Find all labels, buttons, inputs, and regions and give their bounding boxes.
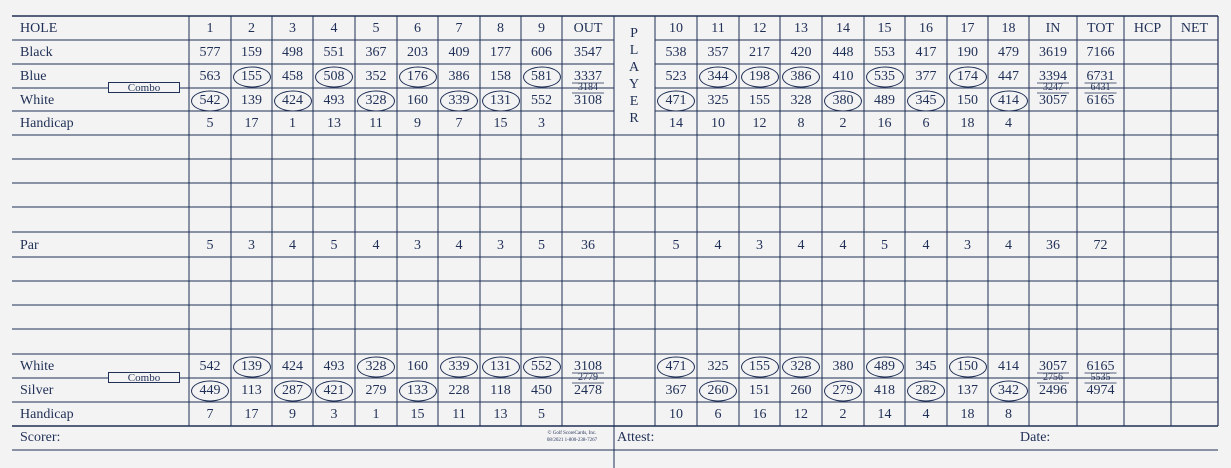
hole-value: 538: [665, 45, 687, 60]
par-value: 4: [922, 237, 930, 253]
hole-value: 606: [531, 45, 552, 60]
hole-value: 15: [493, 116, 508, 131]
combo-total: 3247: [1043, 82, 1063, 93]
par-value: 3: [964, 237, 971, 253]
combo-total: 2756: [1043, 372, 1063, 383]
tot-header: TOT: [1087, 21, 1114, 36]
hole-value: 325: [707, 359, 729, 374]
hole-value: 409: [448, 45, 470, 60]
hole-value: 377: [915, 69, 937, 84]
par-value: 4: [289, 237, 296, 253]
hole-value: 131: [490, 92, 511, 108]
hole-value: 328: [365, 359, 387, 374]
hole-value: 523: [665, 69, 687, 84]
hole-value: 2: [839, 407, 847, 422]
hole-value: 17: [244, 407, 259, 422]
hole-value: 577: [199, 45, 221, 60]
hole-value: 552: [531, 92, 552, 108]
par-value: 4: [839, 237, 847, 253]
combo-total: 2779: [578, 372, 598, 383]
hole-value: 203: [407, 45, 428, 60]
par-value: 5: [672, 237, 680, 253]
copyright-line: © Golf ScoreCards, Inc.: [547, 431, 597, 436]
tot-total: 6165: [1086, 92, 1115, 108]
player-letter: Y: [628, 77, 640, 92]
hole-value: 421: [323, 383, 345, 398]
hole-value: 4: [1005, 116, 1012, 131]
player-letter: A: [628, 60, 640, 75]
hole-value: 151: [749, 383, 770, 398]
hole-value: 7: [455, 116, 463, 131]
hole-value: 339: [448, 92, 470, 108]
par-value: 5: [538, 237, 545, 253]
hole-number: 13: [794, 21, 808, 36]
player-letter: L: [629, 43, 639, 58]
hole-value: 282: [915, 383, 937, 398]
hole-value: 345: [915, 92, 937, 108]
tot-total: 7166: [1086, 45, 1115, 60]
hole-value: 7: [206, 407, 214, 422]
hole-value: 5: [538, 407, 545, 422]
hole-value: 18: [960, 407, 975, 422]
hole-value: 357: [707, 45, 729, 60]
par-value: 3: [756, 237, 763, 253]
hole-value: 328: [790, 92, 812, 108]
hole-value: 380: [832, 359, 854, 374]
hole-value: 279: [832, 383, 854, 398]
hole-value: 159: [241, 45, 262, 60]
hole-value: 4: [922, 407, 930, 422]
hole-value: 14: [877, 407, 892, 422]
out-header: OUT: [573, 21, 603, 36]
hole-value: 155: [749, 359, 770, 374]
hole-value: 489: [874, 359, 895, 374]
hole-value: 471: [665, 92, 687, 108]
par-value: 4: [455, 237, 463, 253]
hole-value: 328: [365, 92, 387, 108]
hole-value: 9: [414, 116, 421, 131]
hole-value: 367: [365, 45, 387, 60]
row-label: Handicap: [20, 407, 74, 422]
hole-value: 279: [365, 383, 387, 398]
hole-value: 542: [199, 359, 221, 374]
hole-value: 139: [241, 92, 262, 108]
hole-value: 158: [490, 69, 511, 84]
hole-number: 9: [538, 21, 545, 36]
par-value: 4: [372, 237, 380, 253]
hole-value: 16: [877, 116, 892, 131]
in-total: 3394: [1039, 69, 1067, 84]
hole-value: 13: [493, 407, 508, 422]
hole-value: 418: [874, 383, 895, 398]
hole-number: 18: [1001, 21, 1016, 36]
date-label: Date:: [1020, 430, 1051, 445]
par-value: 4: [1005, 237, 1012, 253]
hole-value: 328: [790, 359, 812, 374]
out-total: 2478: [574, 383, 602, 398]
hole-value: 137: [957, 383, 978, 398]
hole-value: 190: [957, 45, 978, 60]
row-label: White: [20, 92, 55, 108]
hole-value: 260: [707, 383, 729, 398]
hole-number: 5: [372, 21, 380, 36]
hole-number: 6: [414, 21, 421, 36]
hole-value: 3: [330, 407, 338, 422]
hole-value: 424: [282, 92, 303, 108]
hole-number: 7: [455, 21, 463, 36]
par-tot: 72: [1093, 237, 1108, 253]
hole-number: 8: [497, 21, 504, 36]
hole-value: 352: [365, 69, 387, 84]
hole-value: 535: [874, 69, 895, 84]
hole-value: 479: [998, 45, 1019, 60]
hole-value: 14: [669, 116, 683, 131]
row-label: Handicap: [20, 116, 74, 131]
row-label: Par: [20, 237, 39, 253]
hole-value: 448: [832, 45, 854, 60]
hole-value: 18: [960, 116, 975, 131]
hole-value: 176: [407, 69, 428, 84]
hole-value: 16: [752, 407, 767, 422]
hole-value: 2: [839, 116, 847, 131]
par-value: 5: [881, 237, 888, 253]
hole-number: 17: [960, 21, 975, 36]
hole-number: 2: [248, 21, 255, 36]
hole-value: 420: [790, 45, 812, 60]
hole-value: 493: [323, 92, 345, 108]
hole-value: 1: [289, 116, 296, 131]
in-total: 3057: [1039, 359, 1067, 374]
hole-value: 260: [790, 383, 812, 398]
hole-value: 508: [323, 69, 345, 84]
out-total: 3108: [574, 359, 602, 374]
hole-value: 471: [665, 359, 687, 374]
hole-value: 11: [369, 116, 383, 131]
in-header: IN: [1045, 21, 1061, 36]
combo-total: 5535: [1090, 372, 1111, 383]
hole-value: 150: [957, 92, 978, 108]
player-letter: R: [629, 111, 639, 126]
par-in: 36: [1046, 237, 1060, 253]
hole-value: 367: [665, 383, 687, 398]
hole-value: 131: [490, 359, 511, 374]
hole-value: 386: [448, 69, 470, 84]
hole-value: 339: [448, 359, 470, 374]
hole-value: 553: [874, 45, 895, 60]
hole-value: 174: [957, 69, 978, 84]
hole-value: 17: [244, 116, 259, 131]
hole-value: 581: [531, 69, 552, 84]
hole-value: 1: [372, 407, 380, 422]
par-value: 3: [414, 237, 421, 253]
hole-number: 16: [919, 21, 933, 36]
hole-value: 139: [241, 359, 262, 374]
scorer-label: Scorer:: [20, 430, 61, 445]
hole-value: 552: [531, 359, 552, 374]
hole-value: 498: [282, 45, 303, 60]
hole-number: 15: [877, 21, 892, 36]
hole-value: 345: [915, 359, 937, 374]
hole-value: 9: [289, 407, 296, 422]
hole-value: 155: [749, 92, 770, 108]
hole-value: 160: [407, 92, 428, 108]
hole-value: 113: [241, 383, 262, 398]
hole-header: HOLE: [20, 21, 58, 36]
par-value: 3: [248, 237, 255, 253]
par-value: 5: [206, 237, 214, 253]
hole-value: 155: [241, 69, 262, 84]
hole-value: 5: [206, 116, 214, 131]
out-total: 3547: [574, 45, 602, 60]
par-value: 4: [797, 237, 805, 253]
par-value: 3: [497, 237, 504, 253]
hole-value: 447: [998, 69, 1019, 84]
in-total: 3057: [1039, 92, 1067, 108]
hole-value: 8: [1005, 407, 1012, 422]
hole-value: 160: [407, 359, 428, 374]
hole-value: 489: [874, 92, 895, 108]
row-label: White: [20, 359, 55, 374]
hcp-header: HCP: [1133, 21, 1162, 36]
in-total: 2496: [1039, 383, 1067, 398]
player-letter: E: [629, 94, 639, 109]
hole-value: 12: [752, 116, 767, 131]
hole-value: 11: [452, 407, 466, 422]
hole-value: 458: [282, 69, 303, 84]
attest-label: Attest:: [617, 430, 655, 445]
hole-number: 11: [711, 21, 725, 36]
hole-value: 563: [199, 69, 221, 84]
hole-value: 150: [957, 359, 978, 374]
combo-tag: Combo: [108, 372, 180, 383]
par-out: 36: [581, 237, 595, 253]
hole-value: 217: [749, 45, 770, 60]
hole-value: 15: [410, 407, 425, 422]
hole-value: 8: [797, 116, 805, 131]
hole-value: 342: [998, 383, 1019, 398]
hole-number: 12: [752, 21, 767, 36]
row-label: Silver: [20, 383, 54, 398]
row-label: Black: [20, 45, 53, 60]
hole-value: 6: [714, 407, 722, 422]
player-letter: P: [630, 26, 638, 41]
hole-value: 177: [490, 45, 511, 60]
hole-number: 1: [206, 21, 214, 36]
tot-total: 4974: [1086, 383, 1115, 398]
hole-number: 4: [330, 21, 338, 36]
hole-value: 414: [998, 359, 1019, 374]
hole-value: 410: [832, 69, 854, 84]
out-total: 3337: [574, 69, 602, 84]
tot-total: 6165: [1086, 359, 1115, 374]
hole-value: 493: [323, 359, 345, 374]
hole-value: 344: [707, 69, 729, 84]
hole-value: 10: [669, 407, 683, 422]
hole-value: 450: [531, 383, 552, 398]
tot-total: 6731: [1086, 69, 1115, 84]
net-header: NET: [1180, 21, 1209, 36]
hole-value: 133: [407, 383, 428, 398]
hole-value: 386: [790, 69, 812, 84]
hole-value: 198: [749, 69, 770, 84]
hole-value: 551: [323, 45, 345, 60]
hole-value: 287: [282, 383, 303, 398]
hole-value: 13: [327, 116, 341, 131]
hole-value: 380: [832, 92, 854, 108]
hole-value: 228: [448, 383, 470, 398]
out-total: 3108: [574, 92, 602, 108]
hole-number: 3: [289, 21, 296, 36]
hole-value: 10: [711, 116, 725, 131]
hole-value: 3: [538, 116, 545, 131]
combo-total: 3184: [578, 82, 598, 93]
hole-value: 424: [282, 359, 303, 374]
hole-value: 12: [794, 407, 808, 422]
hole-number: 10: [669, 21, 683, 36]
combo-tag: Combo: [108, 82, 180, 93]
copyright-line: 08/2021 1-800-238-7267: [546, 438, 598, 443]
combo-total: 6431: [1090, 82, 1111, 93]
row-label: Blue: [20, 69, 47, 84]
hole-value: 325: [707, 92, 729, 108]
hole-value: 542: [199, 92, 221, 108]
hole-value: 6: [922, 116, 930, 131]
hole-value: 414: [998, 92, 1019, 108]
hole-value: 449: [199, 383, 221, 398]
hole-number: 14: [836, 21, 850, 36]
par-value: 5: [330, 237, 338, 253]
hole-value: 118: [490, 383, 511, 398]
par-value: 4: [714, 237, 722, 253]
hole-value: 417: [915, 45, 937, 60]
in-total: 3619: [1039, 45, 1067, 60]
